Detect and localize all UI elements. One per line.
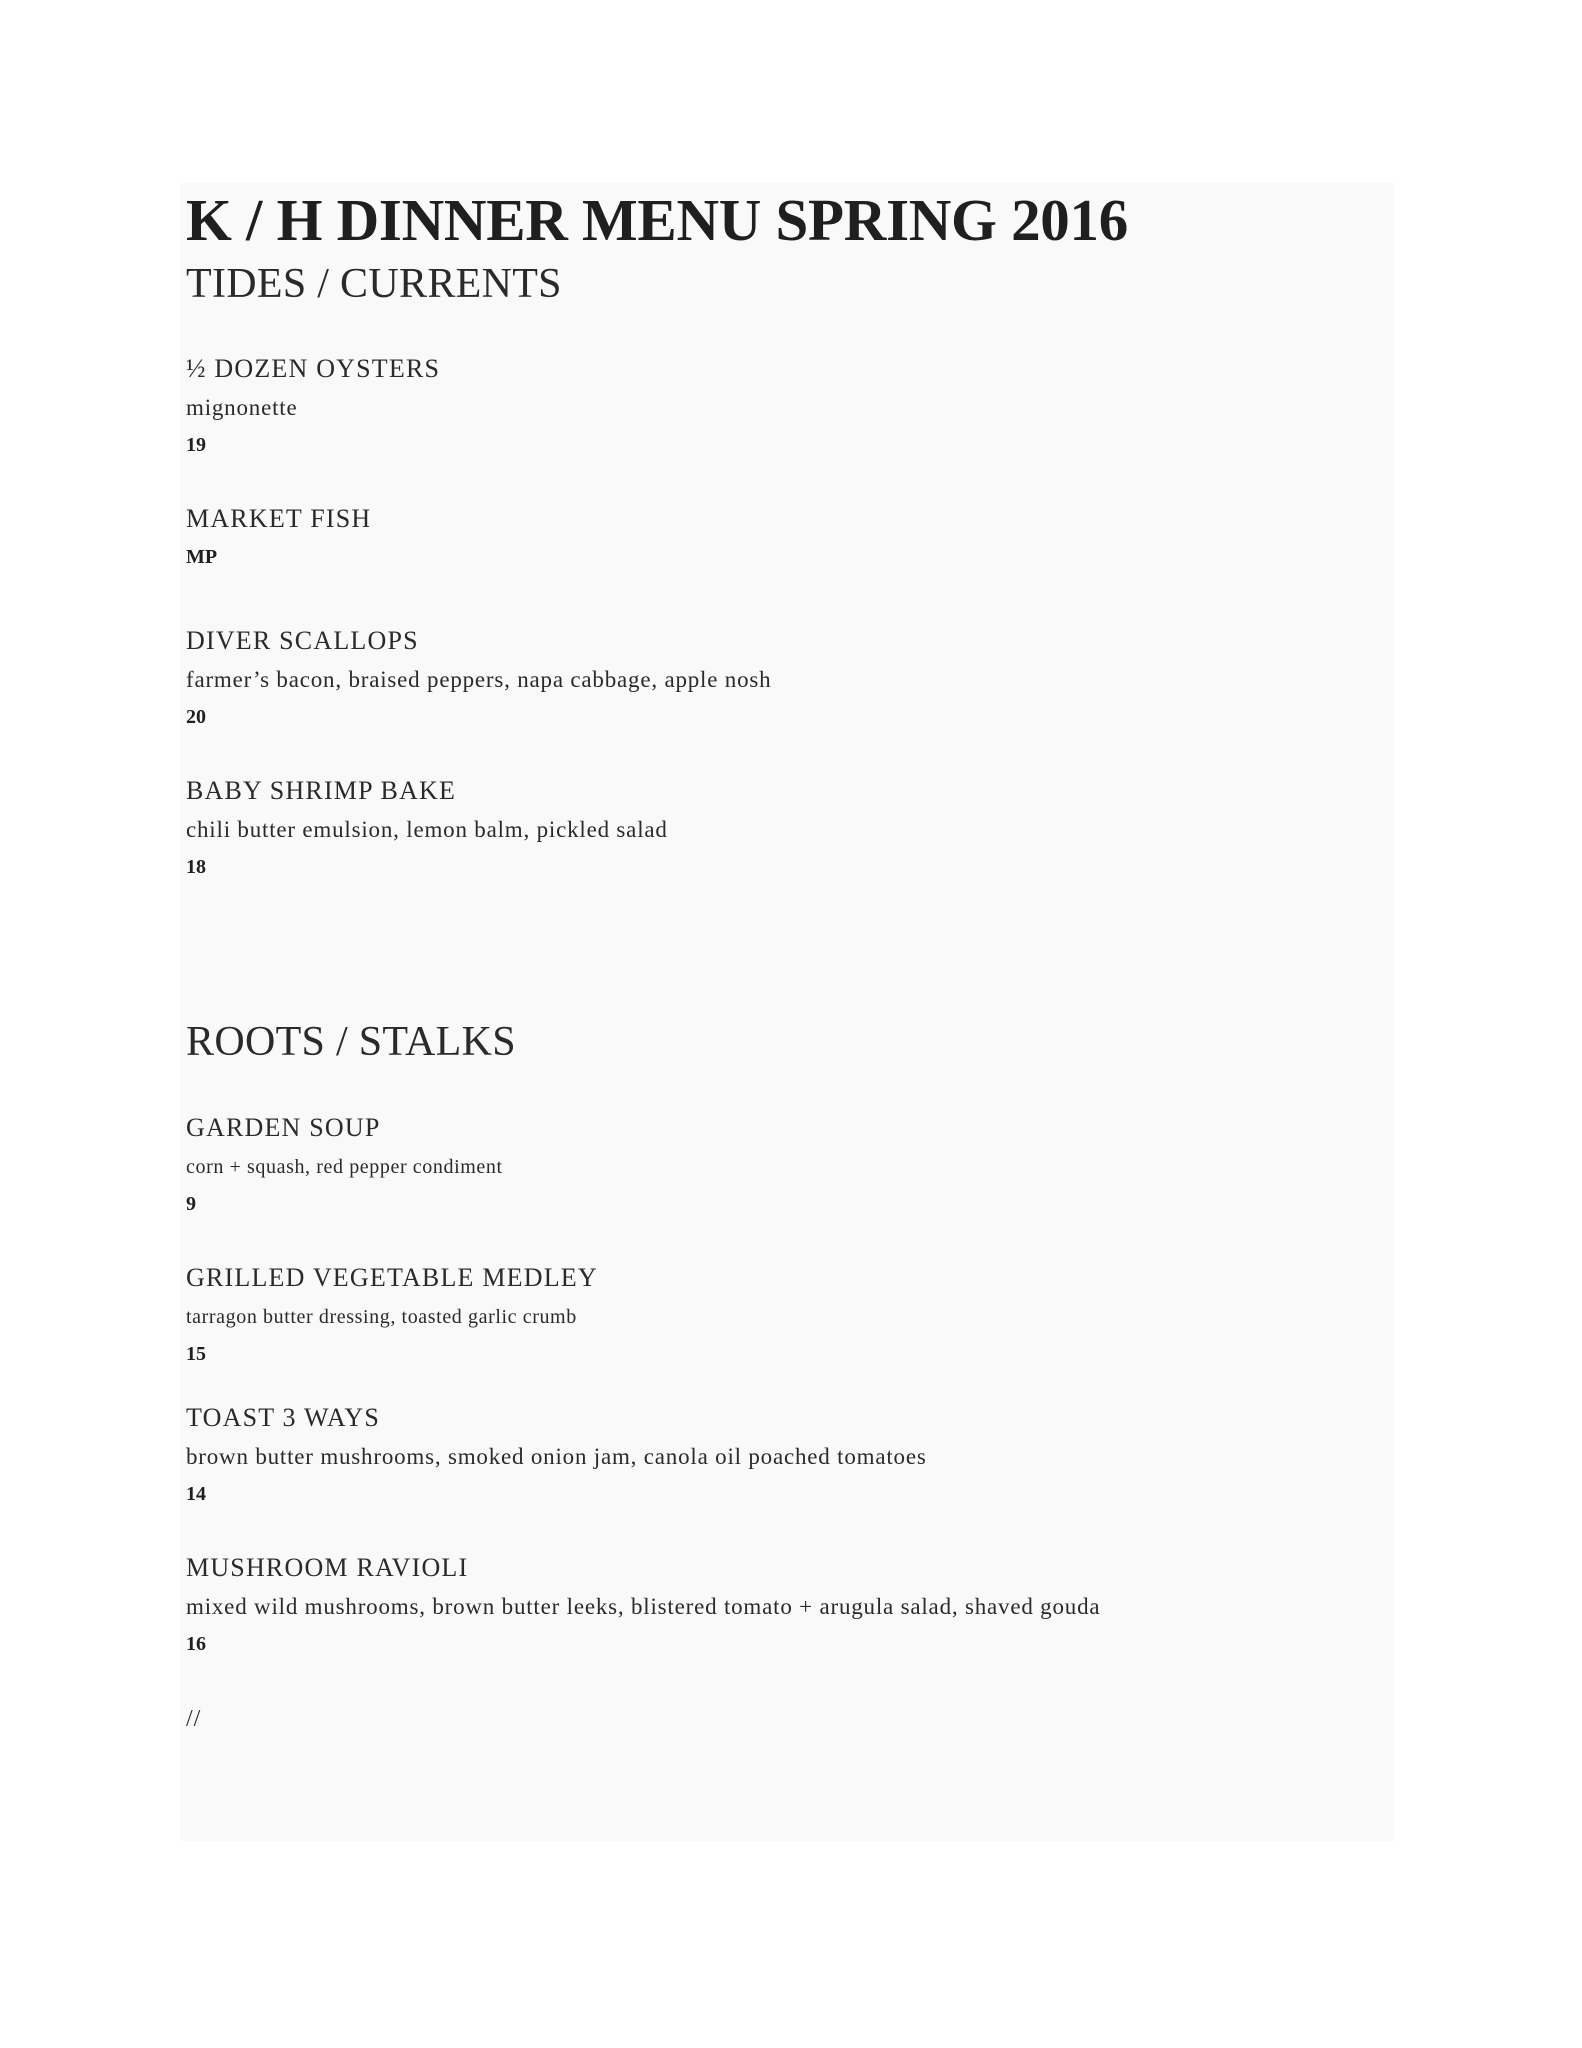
item-name: GARDEN SOUP	[186, 1113, 381, 1142]
item-name: BABY SHRIMP BAKE	[186, 776, 457, 805]
item-name: MARKET FISH	[186, 504, 372, 533]
item-price: 20	[186, 706, 206, 728]
item-description: mixed wild mushrooms, brown butter leeks, blistered tomato + arugula salad, shaved gouda	[186, 1594, 1101, 1619]
item-price: 16	[186, 1633, 206, 1655]
menu-item	[186, 1113, 1386, 1217]
item-price: 15	[186, 1343, 206, 1365]
menu-title: K / H DINNER MENU SPRING 2016	[186, 187, 1128, 253]
section-roots-stalks	[186, 1017, 1386, 1733]
menu-item	[186, 1553, 1386, 1657]
item-description: brown butter mushrooms, smoked onion jam, canola oil poached tomatoes	[186, 1444, 927, 1469]
item-name: GRILLED VEGETABLE MEDLEY	[186, 1263, 598, 1292]
item-price: 14	[186, 1483, 206, 1505]
section-tides-currents	[186, 259, 1386, 880]
item-name: TOAST 3 WAYS	[186, 1403, 381, 1432]
menu-content	[186, 183, 1386, 1733]
section-heading: ROOTS / STALKS	[186, 1019, 516, 1065]
item-price: 19	[186, 434, 206, 456]
item-description: mignonette	[186, 395, 298, 420]
menu-item	[186, 1403, 1386, 1507]
item-price: 18	[186, 856, 206, 878]
item-name: ½ DOZEN OYSTERS	[186, 354, 441, 383]
item-description: tarragon butter dressing, toasted garlic crumb	[186, 1306, 577, 1328]
menu-item	[186, 1263, 1386, 1367]
menu-item	[186, 626, 1386, 730]
item-price: 9	[186, 1193, 196, 1215]
item-name: DIVER SCALLOPS	[186, 626, 419, 655]
item-price: MP	[186, 546, 218, 568]
item-description: chili butter emulsion, lemon balm, pickled salad	[186, 817, 668, 842]
item-name: MUSHROOM RAVIOLI	[186, 1553, 469, 1582]
menu-item	[186, 504, 1386, 570]
menu-item	[186, 776, 1386, 880]
section-heading: TIDES / CURRENTS	[186, 261, 562, 307]
item-description: corn + squash, red pepper condiment	[186, 1156, 503, 1178]
menu-item	[186, 354, 1386, 458]
end-mark: //	[186, 1706, 202, 1732]
item-description: farmer’s bacon, braised peppers, napa cabbage, apple nosh	[186, 667, 772, 692]
